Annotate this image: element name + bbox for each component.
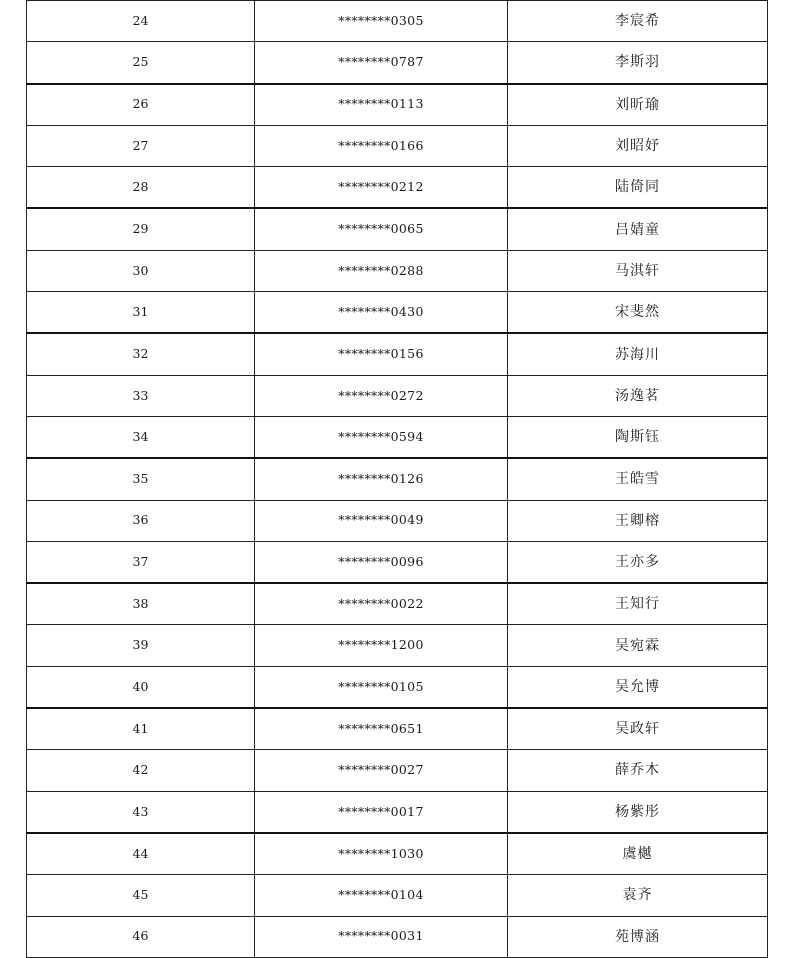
row-number: 44 <box>27 833 255 875</box>
masked-id: ********0049 <box>255 500 508 541</box>
table-row <box>27 833 768 875</box>
table-row <box>27 84 768 126</box>
masked-id: ********0288 <box>255 250 508 291</box>
row-number: 34 <box>27 416 255 458</box>
person-name: 吴政轩 <box>508 708 768 750</box>
table-row <box>27 375 768 416</box>
masked-id: ********0651 <box>255 708 508 750</box>
table-row <box>27 416 768 458</box>
person-name: 袁齐 <box>508 875 768 916</box>
table-row <box>27 916 768 957</box>
table-row <box>27 750 768 791</box>
masked-id: ********0305 <box>255 1 508 42</box>
table-row <box>27 42 768 84</box>
row-number: 36 <box>27 500 255 541</box>
person-name: 苏海川 <box>508 333 768 375</box>
roster-table <box>26 0 768 958</box>
person-name: 杨紫彤 <box>508 791 768 833</box>
table-row <box>27 666 768 708</box>
masked-id: ********0017 <box>255 791 508 833</box>
row-number: 37 <box>27 541 255 583</box>
masked-id: ********1030 <box>255 833 508 875</box>
table-row <box>27 541 768 583</box>
row-number: 28 <box>27 167 255 209</box>
person-name: 吴宛霖 <box>508 625 768 666</box>
row-number: 26 <box>27 84 255 126</box>
masked-id: ********0096 <box>255 541 508 583</box>
row-number: 46 <box>27 916 255 957</box>
person-name: 王皓雪 <box>508 458 768 500</box>
person-name: 吕婧童 <box>508 208 768 250</box>
masked-id: ********0104 <box>255 875 508 916</box>
row-number: 40 <box>27 666 255 708</box>
masked-id: ********0105 <box>255 666 508 708</box>
row-number: 32 <box>27 333 255 375</box>
row-number: 43 <box>27 791 255 833</box>
person-name: 刘昭妤 <box>508 125 768 166</box>
table-row <box>27 167 768 209</box>
table-row <box>27 250 768 291</box>
person-name: 吴允博 <box>508 666 768 708</box>
masked-id: ********0027 <box>255 750 508 791</box>
masked-id: ********0166 <box>255 125 508 166</box>
row-number: 38 <box>27 583 255 625</box>
masked-id: ********0156 <box>255 333 508 375</box>
masked-id: ********0430 <box>255 292 508 334</box>
table-row <box>27 458 768 500</box>
person-name: 汤逸茗 <box>508 375 768 416</box>
person-name: 刘昕瑜 <box>508 84 768 126</box>
masked-id: ********0272 <box>255 375 508 416</box>
person-name: 宋斐然 <box>508 292 768 334</box>
table-row <box>27 1 768 42</box>
masked-id: ********0594 <box>255 416 508 458</box>
person-name: 李斯羽 <box>508 42 768 84</box>
person-name: 王知行 <box>508 583 768 625</box>
table-row <box>27 625 768 666</box>
row-number: 27 <box>27 125 255 166</box>
masked-id: ********0065 <box>255 208 508 250</box>
masked-id: ********0031 <box>255 916 508 957</box>
masked-id: ********0212 <box>255 167 508 209</box>
row-number: 39 <box>27 625 255 666</box>
table-row <box>27 708 768 750</box>
table-row <box>27 583 768 625</box>
masked-id: ********0126 <box>255 458 508 500</box>
row-number: 29 <box>27 208 255 250</box>
person-name: 王卿榕 <box>508 500 768 541</box>
table-row <box>27 791 768 833</box>
row-number: 45 <box>27 875 255 916</box>
person-name: 李宸希 <box>508 1 768 42</box>
person-name: 王亦多 <box>508 541 768 583</box>
row-number: 35 <box>27 458 255 500</box>
row-number: 24 <box>27 1 255 42</box>
masked-id: ********0022 <box>255 583 508 625</box>
masked-id: ********1200 <box>255 625 508 666</box>
person-name: 虞樾 <box>508 833 768 875</box>
masked-id: ********0787 <box>255 42 508 84</box>
row-number: 42 <box>27 750 255 791</box>
person-name: 陶斯钰 <box>508 416 768 458</box>
row-number: 25 <box>27 42 255 84</box>
table-row <box>27 333 768 375</box>
table-row <box>27 292 768 334</box>
row-number: 30 <box>27 250 255 291</box>
person-name: 薛乔木 <box>508 750 768 791</box>
row-number: 33 <box>27 375 255 416</box>
person-name: 陆倚同 <box>508 167 768 209</box>
row-number: 41 <box>27 708 255 750</box>
table-row <box>27 125 768 166</box>
person-name: 苑博涵 <box>508 916 768 957</box>
person-name: 马淇轩 <box>508 250 768 291</box>
table-row <box>27 208 768 250</box>
masked-id: ********0113 <box>255 84 508 126</box>
row-number: 31 <box>27 292 255 334</box>
table-row <box>27 500 768 541</box>
table-row <box>27 875 768 916</box>
